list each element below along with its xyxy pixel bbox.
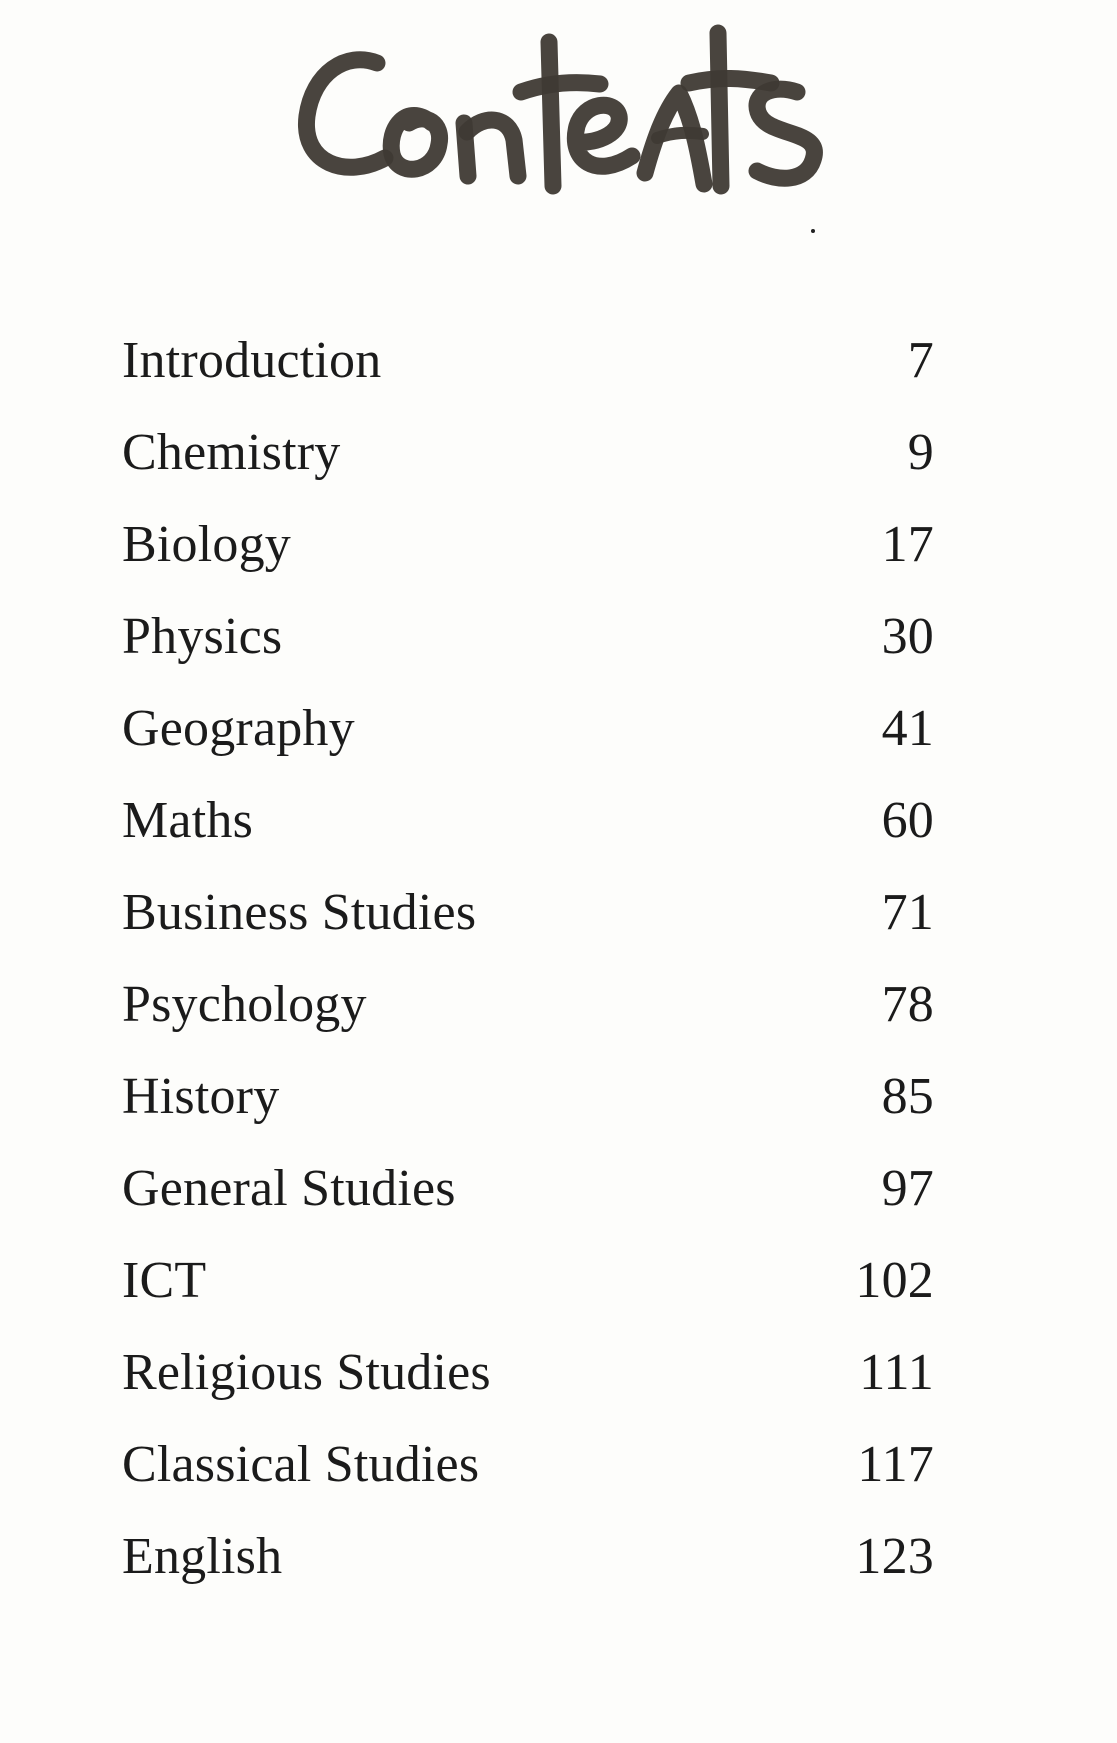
toc-entry-geography [122,700,934,795]
toc-entry-title: General Studies [122,1160,456,1217]
toc-entry-page: 97 [881,1160,934,1217]
toc-entry-title: Religious Studies [122,1344,491,1401]
toc-entry-page: 123 [855,1528,934,1585]
toc-entry-page: 9 [907,424,934,481]
toc-entry-introduction [122,332,934,427]
toc-entry-biology [122,516,934,611]
toc-entry-classical-studies [122,1436,934,1531]
toc-entry-title: ICT [122,1252,207,1309]
toc-entry-general-studies [122,1160,934,1255]
toc-entry-psychology [122,976,934,1071]
toc-entry-chemistry [122,424,934,519]
toc-entry-title: History [122,1068,280,1125]
toc-entry-english [122,1528,934,1623]
toc-entry-title: Chemistry [122,424,341,481]
toc-entry-page: 17 [881,516,934,573]
toc-entry-page: 60 [881,792,934,849]
toc-entry-history [122,1068,934,1163]
toc-entry-title: Biology [122,516,291,573]
toc-entry-business-studies [122,884,934,979]
toc-entry-page: 71 [881,884,934,941]
toc-entry-title: Geography [122,700,355,757]
toc-entry-title: Psychology [122,976,367,1033]
toc-entry-page: 7 [907,332,934,389]
toc-entry-page: 117 [857,1436,934,1493]
toc-entry-title: English [122,1528,283,1585]
toc-entry-religious-studies [122,1344,934,1439]
toc-entry-page: 102 [855,1252,934,1309]
ink-speck [811,229,815,233]
toc-entry-title: Maths [122,792,253,849]
toc-entry-page: 111 [859,1344,934,1401]
table-of-contents [0,332,1117,1623]
toc-entry-physics [122,608,934,703]
contents-heading [0,28,1117,208]
handwritten-contents-title [289,28,829,198]
toc-entry-title: Introduction [122,332,382,389]
toc-entry-title: Classical Studies [122,1436,480,1493]
toc-entry-page: 30 [881,608,934,665]
toc-entry-title: Physics [122,608,283,665]
toc-entry-title: Business Studies [122,884,477,941]
toc-entry-page: 85 [881,1068,934,1125]
toc-entry-ict [122,1252,934,1347]
toc-entry-page: 78 [881,976,934,1033]
toc-entry-maths [122,792,934,887]
toc-entry-page: 41 [881,700,934,757]
